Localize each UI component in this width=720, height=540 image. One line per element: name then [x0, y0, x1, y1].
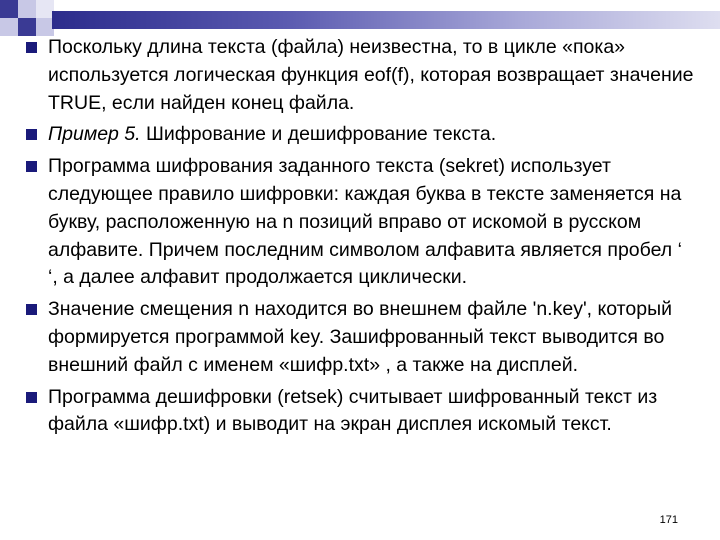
bullet-item	[24, 153, 696, 292]
bullet-text: Программа дешифровки (retsek) считывает шифрованный текст из файла «шифр.txt) и выводит на экран дисплея искомый текст.	[48, 385, 658, 436]
bullet-item	[24, 296, 696, 379]
bullet-text: Шифрование и дешифрование текста.	[140, 123, 497, 146]
bullet-square-icon	[26, 304, 37, 315]
page-number: 171	[659, 514, 678, 526]
bullet-text: Значение смещения n находится во внешнем файле 'n.key', который формируется программой key. Зашифрованный текст выводится во внешний файл с именем «шифр.txt» , а также на дисплей.	[48, 298, 672, 376]
bullet-square-icon	[26, 161, 37, 172]
bullet-list	[24, 34, 696, 439]
checker-square	[18, 0, 36, 18]
bullet-item	[24, 34, 696, 117]
checker-square	[0, 0, 18, 18]
bullet-square-icon	[26, 129, 37, 140]
slide-content	[24, 34, 696, 443]
bullet-square-icon	[26, 392, 37, 403]
bullet-square-icon	[26, 42, 37, 53]
bullet-text: Поскольку длина текста (файла) неизвестна, то в цикле «пока» используется логическая функция eof(f), которая возвращает значение TRUE, если найден конец файла.	[48, 36, 694, 114]
bullet-item	[24, 384, 696, 440]
bullet-text: Программа шифрования заданного текста (sekret) использует следующее правило шифровки: каждая буква в тексте заменяется на букву, расположенную на n позиций вправо от искомой в русском алфавите. Причем последним символом алфавита является пробел ‘ ‘, а далее алфавит продолжается циклически.	[48, 155, 682, 289]
example-label: Пример 5.	[48, 123, 141, 146]
header-gradient-bar	[52, 11, 720, 29]
checker-square	[0, 18, 18, 36]
bullet-item	[24, 121, 696, 149]
